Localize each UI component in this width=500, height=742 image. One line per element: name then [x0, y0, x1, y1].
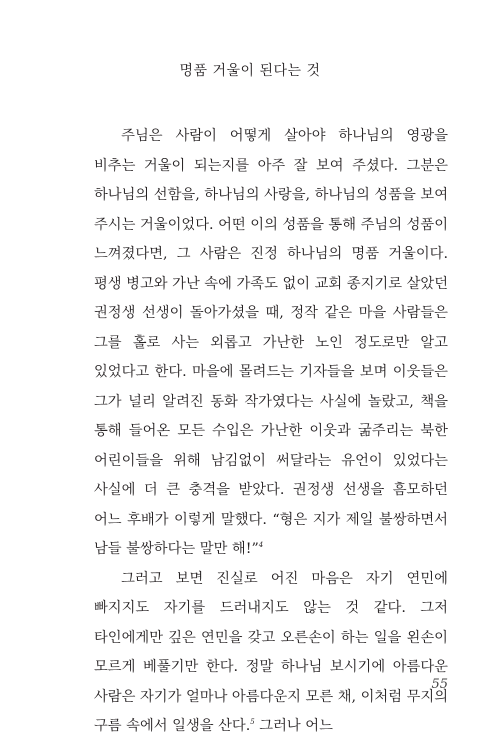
paragraph-2-tail: 그러나 어느 — [254, 718, 333, 734]
running-head-title: 명품 거울이 된다는 것 — [179, 63, 321, 79]
paragraph-1 — [94, 122, 448, 565]
footnote-ref-4: 4 — [258, 541, 264, 550]
paragraph-1-text: 주님은 사람이 어떻게 살아야 하나님의 영광을 비추는 거울이 되는지를 아주 잘 보여 주셨다. 그분은 하나님의 선함을, 하나님의 사랑을, 하나님의 성품을 보여 주시는 거울이었다. 어떤 이의 성품을 통해 주님의 성품이 느껴졌다면, 그 사람은 진정 하나님의 명품 거울이다. 평생 병고와 가난 속에 가족도 없이 교회 종지기로 살았던 권정생 선생이 돌아가셨을 때, 정작 같은 마을 사람들은 그를 홀로 사는 외롭고 가난한 노인 정도로만 알고 있었다고 한다. 마을에 몰려드는 기자들을 보며 이웃들은 그가 널리 알려진 동화 작가였다는 사실에 놀랐고, 책을 통해 들어온 모든 수입은 가난한 이웃과 굶주리는 북한 어린이들을 위해 남김없이 써달라는 유언이 있었다는 사실에 더 큰 충격을 받았다. 권정생 선생을 흠모하던 어느 후배가 이렇게 말했다. “형은 지가 제일 불쌍하면서 남들 불쌍하다는 말만 해!” — [94, 128, 449, 557]
paragraph-2 — [94, 565, 448, 742]
paragraph-2-text: 그러고 보면 진실로 어진 마음은 자기 연민에 빠지지도 자기를 드러내지도 않는 것 같다. 그저 타인에게만 깊은 연민을 갖고 오른손이 하는 일을 왼손이 모르게 베풀기만 한다. 정말 하나님 보시기에 아름다운 사람은 자기가 얼마나 아름다운지 모른 채, 이처럼 무지의 구름 속에서 일생을 산다. — [94, 570, 449, 734]
footnote-ref-5: 5 — [250, 718, 255, 727]
page-number: 55 — [431, 677, 448, 692]
body-text — [94, 122, 448, 742]
